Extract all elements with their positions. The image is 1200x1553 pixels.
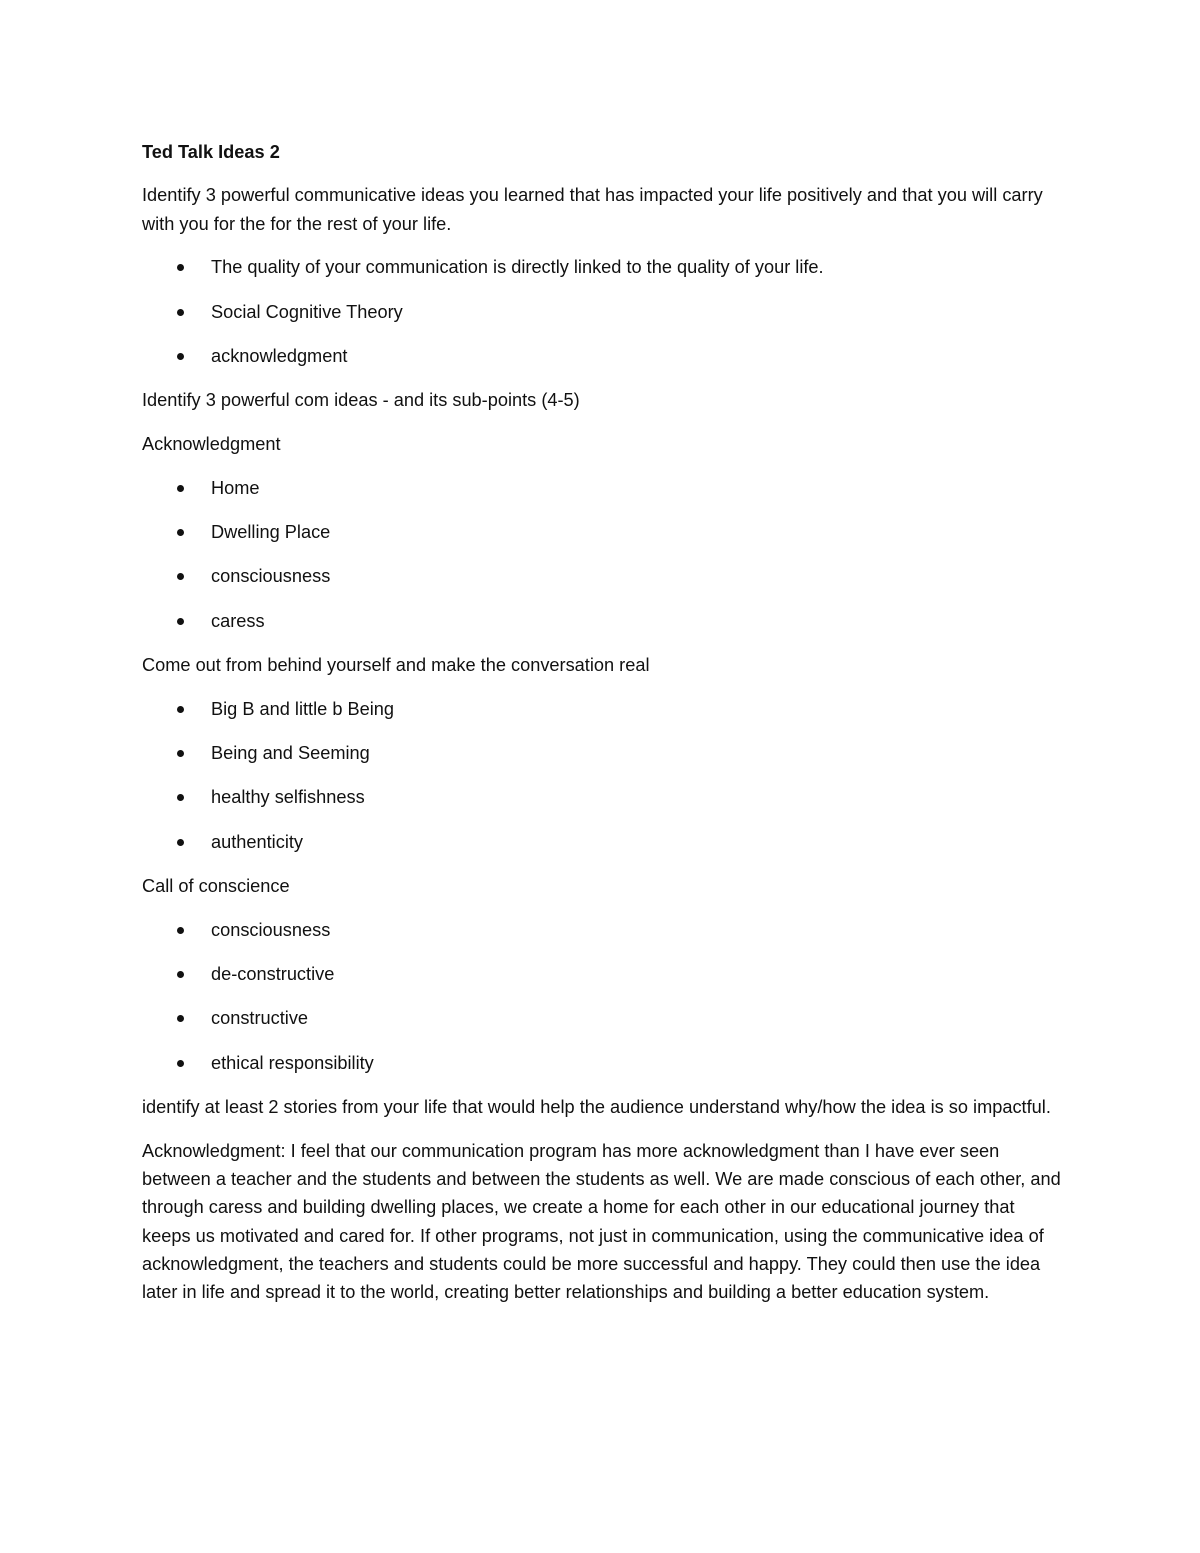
ideas-list <box>142 253 1062 370</box>
list-item <box>142 695 1062 723</box>
list-item-text: caress <box>211 610 265 631</box>
list-item <box>142 518 1062 546</box>
bullet-icon <box>177 706 184 713</box>
prompt-ideas: Identify 3 powerful communicative ideas you learned that has impacted your life positively and that you will carry with you for the for the rest of your life. <box>142 185 1043 234</box>
list-item-text: consciousness <box>211 919 331 940</box>
list-item-text: Dwelling Place <box>211 522 331 543</box>
bullet-icon <box>177 264 184 271</box>
list-item-text: Home <box>211 477 260 498</box>
section-points-list <box>142 474 1062 635</box>
list-item-text: Being and Seeming <box>211 743 370 764</box>
bullet-icon <box>177 971 184 978</box>
prompt-sub-points: Identify 3 powerful com ideas - and its sub-points (4-5) <box>142 390 580 411</box>
list-item <box>142 739 1062 767</box>
section-heading: Come out from behind yourself and make the conversation real <box>142 655 650 676</box>
list-item-text: de-constructive <box>211 964 335 985</box>
list-item <box>142 298 1062 326</box>
bullet-icon <box>177 618 184 625</box>
bullet-icon <box>177 485 184 492</box>
section-heading: Call of conscience <box>142 876 290 897</box>
prompt-stories: identify at least 2 stories from your life that would help the audience understand why/how the idea is so impactful. <box>142 1097 1051 1118</box>
list-item-text: constructive <box>211 1008 309 1029</box>
list-item-text: authenticity <box>211 831 304 852</box>
document-title: Ted Talk Ideas 2 <box>142 142 280 162</box>
list-item-text: Social Cognitive Theory <box>211 301 403 322</box>
list-item <box>142 960 1062 988</box>
bullet-icon <box>177 353 184 360</box>
bullet-icon <box>177 839 184 846</box>
list-item <box>142 342 1062 370</box>
list-item-text: consciousness <box>211 566 331 587</box>
list-item <box>142 916 1062 944</box>
list-item-text: Big B and little b Being <box>211 698 395 719</box>
list-item-text: acknowledgment <box>211 345 348 366</box>
list-item <box>142 253 1062 281</box>
bullet-icon <box>177 309 184 316</box>
bullet-icon <box>177 1060 184 1067</box>
list-item <box>142 474 1062 502</box>
bullet-icon <box>177 1015 184 1022</box>
list-item <box>142 1004 1062 1032</box>
document-page <box>142 138 1062 1322</box>
list-item <box>142 607 1062 635</box>
bullet-icon <box>177 750 184 757</box>
section-heading: Acknowledgment <box>142 434 281 455</box>
section-points-list <box>142 916 1062 1077</box>
bullet-icon <box>177 794 184 801</box>
list-item <box>142 1049 1062 1077</box>
list-item-text: ethical responsibility <box>211 1052 374 1073</box>
bullet-icon <box>177 573 184 580</box>
section-points-list <box>142 695 1062 856</box>
list-item-text: The quality of your communication is directly linked to the quality of your life. <box>211 257 824 278</box>
list-item <box>142 828 1062 856</box>
list-item <box>142 783 1062 811</box>
bullet-icon <box>177 927 184 934</box>
bullet-icon <box>177 529 184 536</box>
list-item-text: healthy selfishness <box>211 787 365 808</box>
story-paragraph: Acknowledgment: I feel that our communication program has more acknowledgment than I have ever seen between a teacher and the students and between the students as well. We are made conscious of each other, and through caress and building dwelling places, we create a home for each other in our educational journey that keeps us motivated and cared for. If other programs, not just in communication, using the communicative idea of acknowledgment, the teachers and students could be more successful and happy. They could then use the idea later in life and spread it to the world, creating better relationships and building a better education system. <box>142 1140 1061 1303</box>
list-item <box>142 562 1062 590</box>
